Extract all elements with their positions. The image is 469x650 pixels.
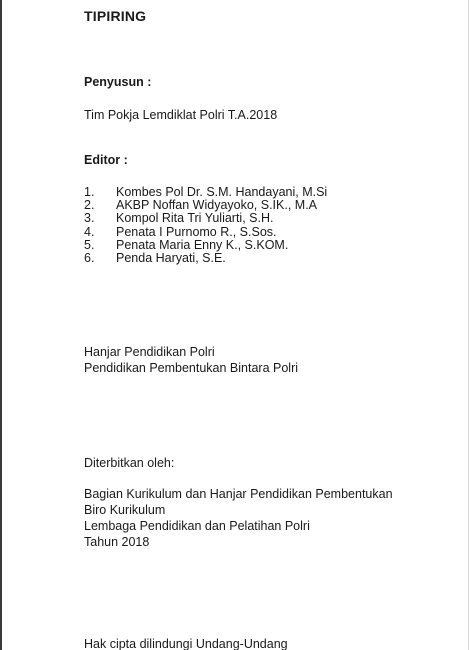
hanjar-block <box>84 344 298 376</box>
hanjar-line-2: Pendidikan Pembentukan Bintara Polri <box>84 361 299 375</box>
list-item <box>84 252 327 265</box>
hanjar-line-1: Hanjar Pendidikan Polri <box>84 345 215 359</box>
penyusun-label: Penyusun : <box>84 75 152 89</box>
list-item-name: Kombes Pol Dr. S.M. Handayani, M.Si <box>116 185 328 199</box>
list-item-number: 6. <box>84 250 95 265</box>
copyright-notice: Hak cipta dilindungi Undang-Undang <box>84 637 288 650</box>
publisher-label: Diterbitkan oleh: <box>84 456 175 470</box>
publisher-line-3: Lembaga Pendidikan dan Pelatihan Polri <box>84 519 310 533</box>
list-item-number: 3. <box>84 211 95 226</box>
publisher-line-4: Tahun 2018 <box>84 535 150 549</box>
list-item-number: 4. <box>84 224 95 239</box>
publisher-line-2: Biro Kurikulum <box>84 503 166 517</box>
editor-label: Editor : <box>84 153 128 167</box>
publisher-block <box>84 486 393 550</box>
list-item-number: 5. <box>84 237 95 252</box>
list-item-name: AKBP Noffan Widyayoko, S.IK., M.A <box>116 198 318 213</box>
publisher-line-1: Bagian Kurikulum dan Hanjar Pendidikan Pembentukan <box>84 487 393 501</box>
list-item-number: 2. <box>84 198 95 213</box>
penyusun-value: Tim Pokja Lemdiklat Polri T.A.2018 <box>84 108 278 122</box>
page-left-border <box>0 0 2 650</box>
list-item-name: Kompol Rita Tri Yuliarti, S.H. <box>116 211 274 226</box>
list-item-number: 1. <box>84 185 95 199</box>
editor-list <box>84 186 327 265</box>
document-title: TIPIRING <box>84 8 147 24</box>
list-item-name: Penata Maria Enny K., S.KOM. <box>116 237 289 252</box>
list-item-name: Penata I Purnomo R., S.Sos. <box>116 224 277 239</box>
list-item-name: Penda Haryati, S.E. <box>116 250 226 265</box>
